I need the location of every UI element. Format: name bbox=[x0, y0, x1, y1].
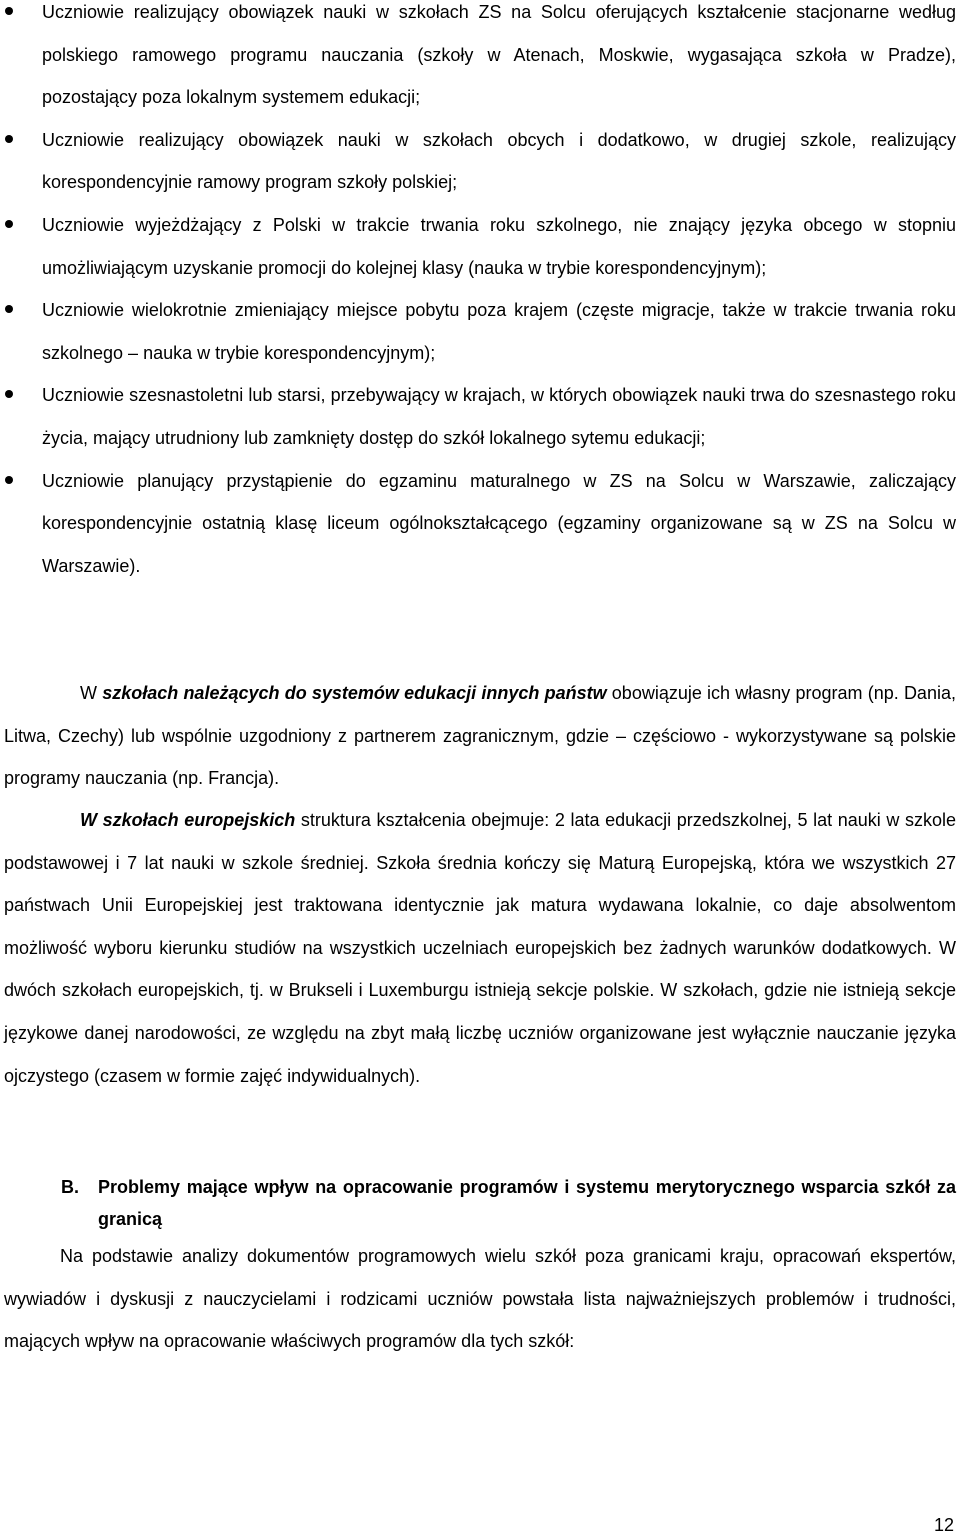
paragraph-text: obowiązuje ich własny program (np. Dania, Litwa, Czechy) lub wspólnie uzgodniony z partnerem zagranicznym, gdzie – częściowo - wykorzystywane są polskie programy nauczania (np. Francja). bbox=[4, 683, 956, 789]
paragraph-other-systems bbox=[4, 672, 956, 800]
list-item-text: Uczniowie szesnastoletni lub starsi, przebywający w krajach, w których obowiązek nauki trwa do szesnastego roku życia, mający utrudniony lub zamknięty dostęp do szkół lokalnego sytemu edukacji; bbox=[42, 385, 956, 448]
bullet-icon bbox=[5, 7, 13, 15]
list-item bbox=[0, 289, 960, 374]
paragraph-emphasis: szkołach należących do systemów edukacji innych państw bbox=[102, 683, 607, 703]
bullet-icon bbox=[5, 390, 13, 398]
list-item bbox=[0, 374, 960, 459]
list-item-text: Uczniowie wielokrotnie zmieniający miejsce pobytu poza krajem (częste migracje, także w trakcie trwania roku szkolnego – nauka w trybie korespondencyjnym); bbox=[42, 300, 956, 363]
student-category-list bbox=[0, 0, 960, 587]
list-item-text: Uczniowie realizujący obowiązek nauki w szkołach ZS na Solcu oferujących kształcenie stacjonarne według polskiego ramowego programu nauczania (szkoły w Atenach, Moskwie, wygasająca szkoła w Pradze), pozostający poza lokalnym systemem edukacji; bbox=[42, 2, 956, 108]
list-item bbox=[0, 0, 960, 119]
paragraph-lead: W bbox=[80, 683, 97, 703]
paragraph-european-schools bbox=[4, 799, 956, 1097]
list-item-text: Uczniowie wyjeżdżający z Polski w trakcie trwania roku szkolnego, nie znający języka obcego w stopniu umożliwiającym uzyskanie promocji do kolejnej klasy (nauka w trybie korespondencyjnym); bbox=[42, 214, 956, 278]
bullet-icon bbox=[5, 135, 13, 143]
paragraph-text: struktura kształcenia obejmuje: 2 lata edukacji przedszkolnej, 5 lat nauki w szkole podstawowej i 7 lat nauki w szkole średniej. Szkoła średnia kończy się Maturą Europejską, która we wszystkich 27 państwach Unii Europejskiej jest traktowana identycznie jak matura wydawana lokalnie, co daje absolwentom możliwość wyboru kierunku studiów na wszystkich uczelniach europejskich bez żadnych warunków dodatkowych. W dwóch szkołach europejskich, tj. w Brukseli i Luxemburgu istnieją sekcje polskie. W szkołach, gdzie nie istnieją sekcje językowe danej narodowości, ze względu na zbyt małą liczbę uczniów organizowane jest wyłącznie nauczanie języka ojczystego (czasem w formie zajęć indywidualnych). bbox=[4, 810, 956, 1086]
paragraph-analysis: Na podstawie analizy dokumentów programowych wielu szkół poza granicami kraju, opracowań ekspertów, wywiadów i dyskusji z nauczycielami i rodzicami uczniów powstała lista najważniejszych problemów i trudności, mających wpływ na opracowanie właściwych programów dla tych szkół: bbox=[4, 1246, 956, 1352]
bullet-icon bbox=[5, 476, 13, 484]
list-item bbox=[0, 119, 960, 204]
section-number: B. bbox=[61, 1177, 79, 1197]
list-item-text: Uczniowie planujący przystąpienie do egzaminu maturalnego w ZS na Solcu w Warszawie, zaliczający korespondencyjnie ostatnią klasę liceum ogólnokształcącego (egzaminy organizowane są w ZS na Solcu w Warszawie). bbox=[42, 470, 956, 576]
bullet-icon bbox=[5, 220, 13, 228]
list-item bbox=[0, 460, 960, 588]
section-heading: Problemy mające wpływ na opracowanie programów i systemu merytorycznego wsparcia szkół za granicą bbox=[98, 1177, 956, 1229]
bullet-icon bbox=[5, 305, 13, 313]
page-number: 12 bbox=[933, 1515, 954, 1535]
list-item bbox=[0, 204, 960, 289]
list-item-text: Uczniowie realizujący obowiązek nauki w szkołach obcych i dodatkowo, w drugiej szkole, realizujący korespondencyjnie ramowy program szkoły polskiej; bbox=[42, 129, 956, 193]
paragraph-emphasis: W szkołach europejskich bbox=[80, 810, 296, 830]
